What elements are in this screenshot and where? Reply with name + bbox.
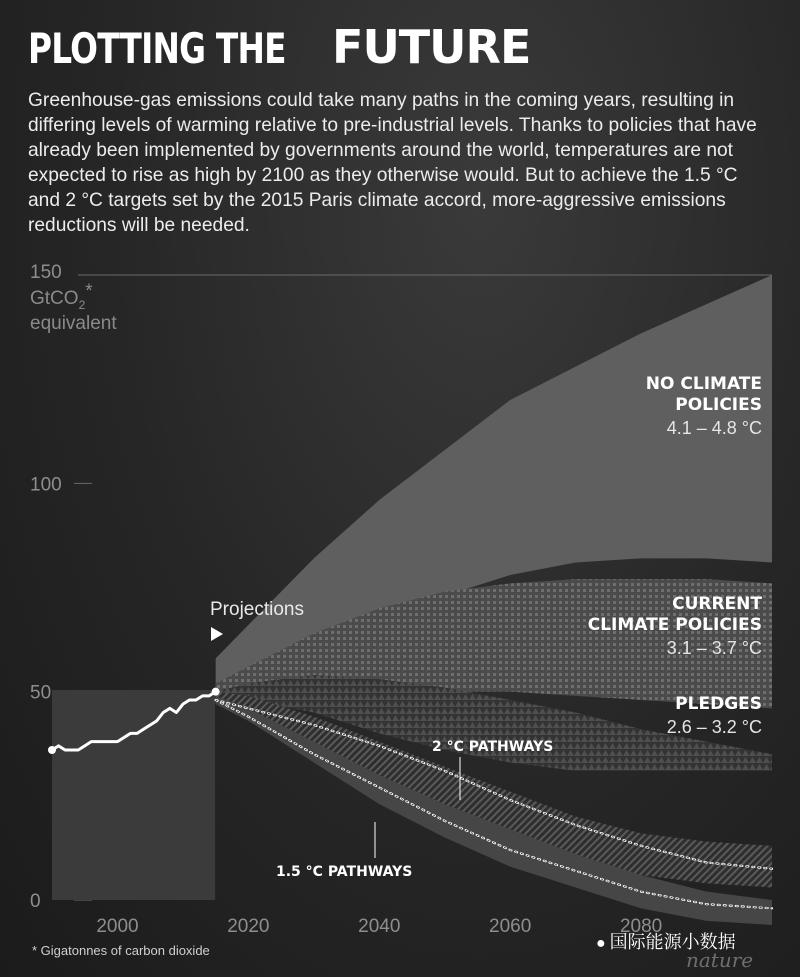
y-tick-50: 50 — [30, 682, 52, 704]
intro-paragraph: Greenhouse-gas emissions could take many paths in the coming years, resulting in differing levels of warming relative to pre-industrial levels. Thanks to policies that have already been implemented by governments around the world, temperatures are not expected to rise as high by 2100 as they otherwise would. But to achieve the 1.5 °C and 2 °C targets set by the 2015 Paris climate accord, more-aggressive emissions reductions will be needed. — [28, 90, 757, 236]
x-tick-2040: 2040 — [358, 916, 401, 937]
no-climate-policies-name-0: NO CLIMATE — [645, 374, 762, 394]
current-climate-policies-name-1: CLIMATE POLICIES — [587, 615, 762, 635]
historical-end-point — [212, 688, 220, 696]
pledges-name-0: PLEDGES — [675, 694, 762, 714]
current-climate-policies-range: 3.1 – 3.7 °C — [666, 638, 762, 658]
1-5c-pathways-label: 1.5 °C PATHWAYS — [276, 864, 413, 880]
y-tick-150: 150 — [30, 262, 62, 283]
watermark-text: 国际能源小数据 — [609, 932, 736, 952]
projections-label: Projections — [210, 599, 304, 620]
current-climate-policies-name-0: CURRENT — [672, 594, 762, 614]
y-axis-unit-line2: equivalent — [30, 313, 117, 334]
y-axis-unit: GtCO$_2$* — [30, 281, 93, 312]
projections-arrow-icon — [211, 627, 223, 641]
x-tick-2000: 2000 — [96, 916, 139, 937]
x-tick-2080: 2080 — [619, 916, 663, 937]
x-tick-2020: 2020 — [227, 916, 270, 937]
no-climate-policies-name-1: POLICIES — [675, 395, 762, 415]
title-part-light: PLOTTING THE — [28, 24, 286, 73]
footnote: * Gigatonnes of carbon dioxide — [32, 943, 210, 958]
historical-start-point — [48, 746, 56, 754]
y-tick-100: 100 — [30, 474, 62, 496]
publisher-mark: nature — [686, 948, 754, 972]
no-climate-policies-range: 4.1 – 4.8 °C — [666, 418, 762, 438]
chat-bubble-icon: ● — [596, 935, 606, 952]
title-part-bold: FUTURE — [332, 20, 531, 74]
2c-pathways-label: 2 °C PATHWAYS — [432, 739, 554, 755]
pledges-range: 2.6 – 3.2 °C — [666, 717, 762, 737]
historical-area — [52, 690, 216, 900]
y-tick-0: 0 — [30, 891, 41, 912]
x-tick-2060: 2060 — [489, 916, 532, 937]
